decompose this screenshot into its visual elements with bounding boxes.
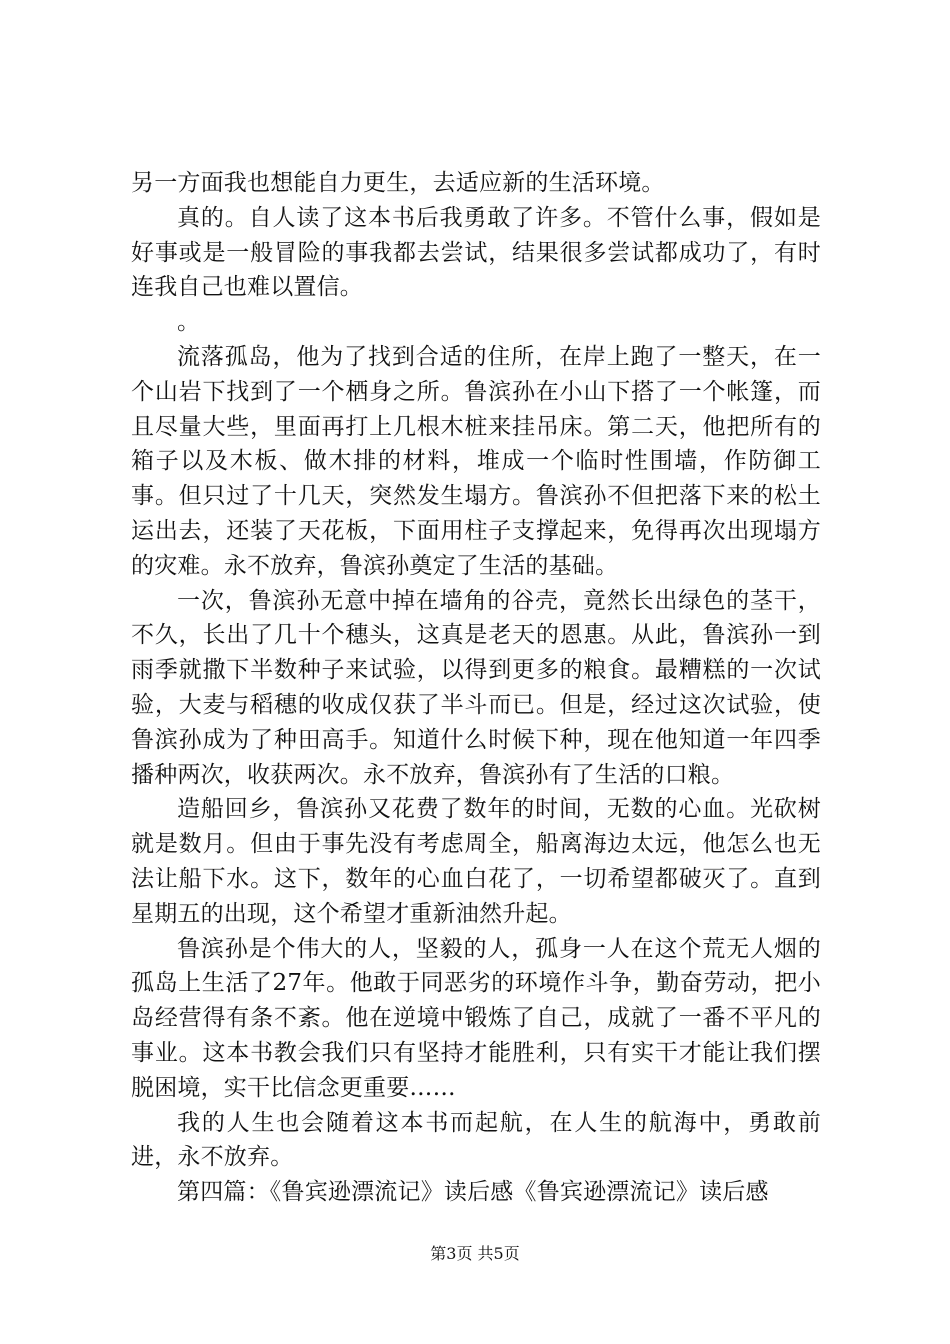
section-heading: 第四篇：《鲁宾逊漂流记》读后感《鲁宾逊漂流记》读后感 bbox=[177, 1179, 769, 1206]
page-number: 第3页 共5页 bbox=[430, 1244, 520, 1263]
paragraph: 。 bbox=[177, 309, 201, 336]
document-body bbox=[131, 166, 821, 1210]
paragraph: 另一方面我也想能自力更生，去适应新的生活环境。 bbox=[131, 170, 665, 196]
paragraph: 流落孤岛，他为了找到合适的住所，在岸上跑了一整天，在一个山岩下找到了一个栖身之所。鲁滨孙在小山下搭了一个帐篷，而且尽量大些，里面再打上几根木桩来挂吊床。第二天，他把所有的箱子以及木板、做木排的材料，堆成一个临时性围墙，作防御工事。但只过了十几天，突然发生塌方。鲁滨孙不但把落下来的松土运出去，还装了天花板，下面用柱子支撑起来，免得再次出现塌方的灾难。永不放弃，鲁滨孙奠定了生活的基础。 bbox=[131, 343, 821, 579]
paragraph: 我的人生也会随着这本书而起航，在人生的航海中，勇敢前进，永不放弃。 bbox=[131, 1109, 821, 1171]
paragraph: 造船回乡，鲁滨孙又花费了数年的时间，无数的心血。光砍树就是数月。但由于事先没有考虑周全，船离海边太远，他怎么也无法让船下水。这下，数年的心血白花了，一切希望都破灭了。直到星期五的出现，这个希望才重新油然升起。 bbox=[131, 796, 821, 927]
paragraph: 一次，鲁滨孙无意中掉在墙角的谷壳，竟然长出绿色的茎干，不久，长出了几十个穗头，这真是老天的恩惠。从此，鲁滨孙一到雨季就撒下半数种子来试验，以得到更多的粮食。最糟糕的一次试验，大麦与稻穗的收成仅获了半斗而已。但是，经过这次试验，使鲁滨孙成为了种田高手。知道什么时候下种，现在他知道一年四季播种两次，收获两次。永不放弃，鲁滨孙有了生活的口粮。 bbox=[131, 587, 821, 788]
paragraph: 真的。自人读了这本书后我勇敢了许多。不管什么事，假如是好事或是一般冒险的事我都去尝试，结果很多尝试都成功了，有时连我自己也难以置信。 bbox=[131, 204, 821, 301]
paragraph: 鲁滨孙是个伟大的人，坚毅的人，孤身一人在这个荒无人烟的孤岛上生活了27年。他敢于同恶劣的环境作斗争，勤奋劳动，把小岛经营得有条不紊。他在逆境中锻炼了自己，成就了一番不平凡的事业。这本书教会我们只有坚持才能胜利，只有实干才能让我们摆脱困境，实干比信念更重要…… bbox=[131, 935, 821, 1101]
